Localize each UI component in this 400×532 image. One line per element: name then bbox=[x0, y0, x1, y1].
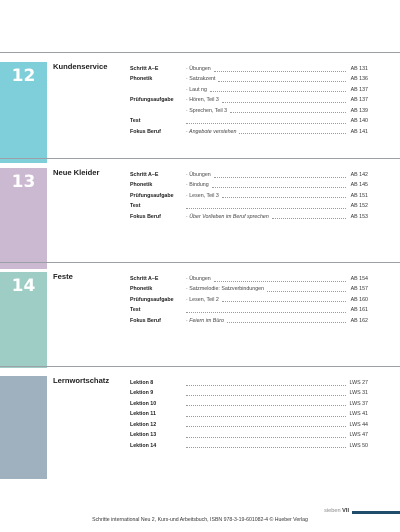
toc-entry bbox=[130, 284, 368, 294]
toc-entry bbox=[130, 180, 368, 190]
toc-entry bbox=[130, 378, 368, 388]
publisher-credit: Schritte international Neu 2, Kurs-und Arbeitsbuch, ISBN 978-3-19-601082-4 © Hueber Verlag bbox=[92, 517, 308, 523]
entry-page-ref: AB 145 bbox=[350, 182, 368, 189]
entry-label: Lektion 11 bbox=[130, 411, 156, 418]
dot-leader bbox=[212, 187, 346, 188]
entry-label: Fokus Beruf bbox=[130, 317, 161, 324]
entry-topic: · Sprechen, Teil 3 bbox=[186, 107, 228, 114]
page-number-roman: VII bbox=[342, 508, 349, 514]
entry-page-ref: AB 162 bbox=[350, 317, 368, 324]
entry-page-ref: AB 153 bbox=[350, 213, 368, 220]
entry-topic: · Angebote verstehen bbox=[186, 128, 237, 135]
dot-leader bbox=[186, 385, 346, 386]
entry-page-ref: AB 136 bbox=[350, 76, 368, 83]
entry-label: Lektion 9 bbox=[130, 390, 154, 397]
page-number bbox=[324, 508, 349, 514]
entry-page-ref: AB 157 bbox=[350, 286, 368, 293]
entry-page-ref: LWS 44 bbox=[349, 421, 368, 428]
dot-leader bbox=[214, 281, 346, 282]
toc-entry bbox=[130, 106, 368, 116]
entry-topic: · Übungen bbox=[186, 66, 211, 72]
entry-topic: · Übungen bbox=[186, 172, 211, 178]
entry-label: Prüfungsaufgabe bbox=[130, 97, 174, 104]
section-divider bbox=[0, 52, 400, 53]
toc-entry bbox=[130, 430, 368, 440]
entry-page-ref: AB 152 bbox=[350, 203, 368, 210]
entry-label: Phonetik bbox=[130, 76, 153, 83]
chapter-number: 14 bbox=[11, 276, 36, 296]
entry-page-ref: AB 141 bbox=[350, 128, 368, 135]
entry-topic: · Laut ng bbox=[186, 86, 207, 93]
chapter-title: Neue Kleider bbox=[53, 168, 100, 177]
footer-accent-bar bbox=[352, 511, 400, 514]
entry-list bbox=[130, 378, 368, 451]
entry-page-ref: AB 137 bbox=[350, 86, 368, 93]
entry-page-ref: AB 131 bbox=[350, 66, 368, 72]
entry-list bbox=[130, 64, 368, 137]
entry-label: Schritt A–E bbox=[130, 172, 159, 178]
entry-topic: · Lesen, Teil 2 bbox=[186, 296, 219, 303]
dot-leader bbox=[186, 395, 346, 396]
dot-leader bbox=[218, 81, 346, 82]
dot-leader bbox=[186, 426, 346, 427]
dot-leader bbox=[186, 123, 346, 124]
toc-entry bbox=[130, 305, 368, 315]
entry-page-ref: AB 160 bbox=[350, 296, 368, 303]
dot-leader bbox=[186, 312, 346, 313]
entry-label: Fokus Beruf bbox=[130, 128, 161, 135]
toc-entry bbox=[130, 95, 368, 105]
entry-topic: · Feiern im Büro bbox=[186, 317, 224, 324]
chapter-title: Kundenservice bbox=[53, 62, 108, 71]
dot-leader bbox=[267, 291, 346, 292]
entry-topic: · Lesen, Teil 3 bbox=[186, 192, 219, 199]
entry-page-ref: LWS 50 bbox=[349, 442, 368, 449]
dot-leader bbox=[214, 71, 346, 72]
chapter-color-band bbox=[0, 62, 47, 163]
entry-page-ref: AB 154 bbox=[350, 276, 368, 282]
toc-entry bbox=[130, 85, 368, 95]
entry-topic: · Satzmelodie: Satzverbindungen bbox=[186, 286, 265, 293]
chapter-number: 12 bbox=[11, 66, 36, 86]
toc-entry bbox=[130, 212, 368, 222]
chapter-color-band bbox=[0, 272, 47, 368]
chapter-title: Feste bbox=[53, 272, 73, 281]
toc-entry bbox=[130, 116, 368, 126]
toc-entry bbox=[130, 388, 368, 398]
toc-entry bbox=[130, 74, 368, 84]
entry-label: Schritt A–E bbox=[130, 276, 159, 282]
chapter-number: 13 bbox=[11, 172, 36, 192]
entry-page-ref: AB 137 bbox=[350, 97, 368, 104]
dot-leader bbox=[214, 177, 346, 178]
toc-entry bbox=[130, 399, 368, 409]
entry-page-ref: LWS 37 bbox=[349, 400, 368, 407]
entry-page-ref: LWS 47 bbox=[349, 432, 368, 439]
entry-label: Lektion 12 bbox=[130, 421, 157, 428]
dot-leader bbox=[227, 322, 346, 323]
dot-leader bbox=[186, 405, 346, 406]
section-divider bbox=[0, 366, 400, 367]
entry-page-ref: AB 142 bbox=[350, 172, 368, 178]
entry-label: Prüfungsaufgabe bbox=[130, 192, 174, 199]
entry-page-ref: AB 139 bbox=[350, 107, 368, 114]
dot-leader bbox=[186, 437, 346, 438]
toc-entry bbox=[130, 420, 368, 430]
dot-leader bbox=[222, 102, 346, 103]
toc-entry bbox=[130, 441, 368, 451]
entry-label: Lektion 8 bbox=[130, 380, 154, 386]
dot-leader bbox=[272, 218, 346, 219]
dot-leader bbox=[210, 91, 346, 92]
dot-leader bbox=[239, 133, 346, 134]
toc-entry bbox=[130, 127, 368, 137]
section-divider bbox=[0, 262, 400, 263]
entry-label: Schritt A–E bbox=[130, 66, 159, 72]
entry-page-ref: LWS 41 bbox=[349, 411, 368, 418]
toc-entry bbox=[130, 316, 368, 326]
entry-label: Lektion 13 bbox=[130, 432, 157, 439]
entry-label: Phonetik bbox=[130, 286, 153, 293]
chapter-color-band bbox=[0, 376, 47, 479]
dot-leader bbox=[186, 447, 346, 448]
entry-topic: · Übungen bbox=[186, 276, 211, 282]
entry-topic: · Satzakzent bbox=[186, 76, 216, 83]
entry-label: Prüfungsaufgabe bbox=[130, 296, 174, 303]
toc-entry bbox=[130, 191, 368, 201]
entry-topic: · Über Vorlieben im Beruf sprechen bbox=[186, 213, 269, 220]
entry-page-ref: LWS 31 bbox=[349, 390, 368, 397]
entry-topic: · Bindung bbox=[186, 182, 209, 189]
page-number-word: sieben bbox=[324, 508, 341, 514]
entry-label: Lektion 14 bbox=[130, 442, 157, 449]
entry-page-ref: AB 161 bbox=[350, 307, 368, 314]
toc-entry bbox=[130, 201, 368, 211]
entry-label: Test bbox=[130, 307, 141, 314]
toc-entry bbox=[130, 274, 368, 284]
toc-entry bbox=[130, 409, 368, 419]
dot-leader bbox=[186, 416, 346, 417]
entry-label: Phonetik bbox=[130, 182, 153, 189]
dot-leader bbox=[230, 112, 346, 113]
entry-topic: · Hören, Teil 3 bbox=[186, 97, 219, 104]
entry-label: Test bbox=[130, 203, 141, 210]
entry-list bbox=[130, 170, 368, 222]
toc-entry bbox=[130, 295, 368, 305]
entry-page-ref: AB 151 bbox=[350, 192, 368, 199]
chapter-title: Lernwortschatz bbox=[53, 376, 110, 385]
entry-label: Fokus Beruf bbox=[130, 213, 161, 220]
chapter-color-band bbox=[0, 168, 47, 269]
entry-label: Lektion 10 bbox=[130, 400, 157, 407]
section-divider bbox=[0, 158, 400, 159]
entry-page-ref: AB 140 bbox=[350, 118, 368, 125]
dot-leader bbox=[186, 208, 346, 209]
entry-list bbox=[130, 274, 368, 326]
dot-leader bbox=[222, 197, 346, 198]
dot-leader bbox=[222, 301, 346, 302]
entry-page-ref: LWS 27 bbox=[349, 380, 368, 386]
toc-entry bbox=[130, 64, 368, 74]
entry-label: Test bbox=[130, 118, 141, 125]
toc-entry bbox=[130, 170, 368, 180]
